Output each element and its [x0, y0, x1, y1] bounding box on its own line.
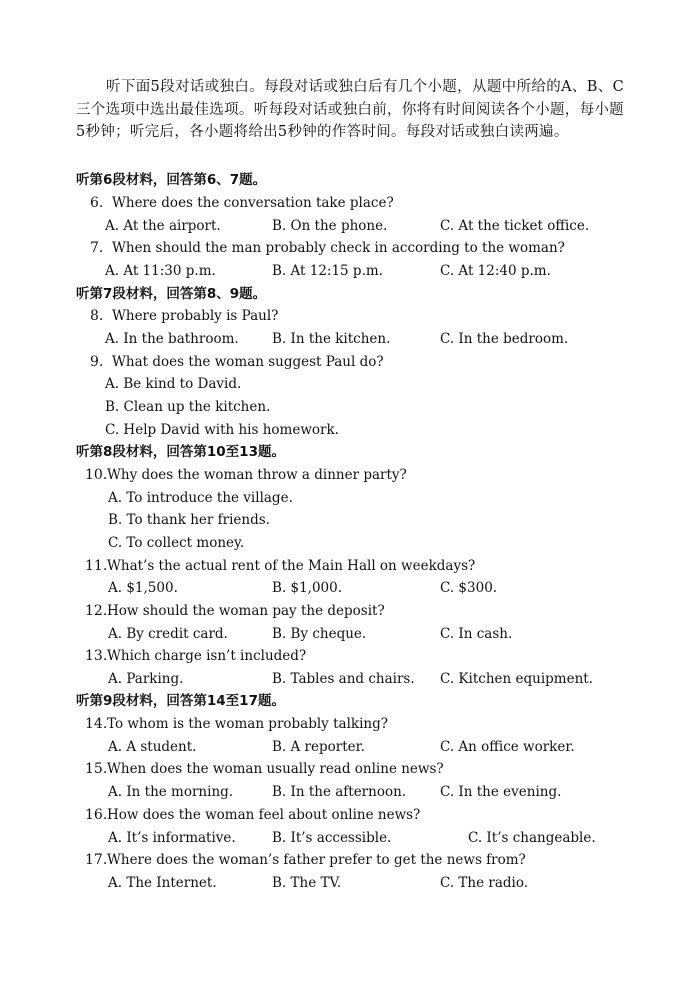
section-heading: 听第8段材料，回答第10至13题。: [76, 444, 285, 460]
option: C. The radio.: [440, 875, 529, 891]
option: B. A reporter.: [272, 739, 365, 755]
option: A. To introduce the village.: [108, 490, 293, 506]
option: B. By cheque.: [272, 626, 367, 642]
question-text: When should the man probably check in according to the woman?: [112, 240, 565, 256]
question-6: [90, 194, 394, 212]
option: A. Parking.: [108, 671, 184, 687]
question-11: [85, 557, 475, 575]
option: A. In the bathroom.: [105, 331, 239, 347]
question-number: 6.: [90, 195, 104, 211]
question-16: [85, 806, 420, 824]
section-heading: 听第7段材料，回答第8、9题。: [76, 286, 267, 302]
instructions-text: 听下面5段对话或独白。每段对话或独白后有几个小题，从题中所给的A、B、C三个选项中选出最佳选项。听每段对话或独白前，你将有时间阅读各个小题，每小题5秒钟；听完后，各小题将给出5秒钟的作答时间。每段对话或独白读两遍。: [76, 79, 624, 140]
question-text: Which charge isn’t included?: [107, 648, 307, 664]
question-number: 17.: [85, 852, 108, 868]
option: B. In the kitchen.: [272, 331, 391, 347]
option: A. The Internet.: [108, 875, 217, 891]
question-15: [85, 760, 444, 778]
option: A. $1,500.: [108, 580, 178, 596]
option: C. In the evening.: [440, 784, 562, 800]
option: B. On the phone.: [272, 218, 388, 234]
option: B. It’s accessible.: [272, 830, 392, 846]
option: B. Tables and chairs.: [272, 671, 415, 687]
option: A. At the airport.: [105, 218, 221, 234]
option: C. At 12:40 p.m.: [440, 263, 551, 279]
question-text: What does the woman suggest Paul do?: [112, 354, 384, 370]
option: C. Kitchen equipment.: [440, 671, 593, 687]
option: B. At 12:15 p.m.: [272, 263, 383, 279]
question-text: When does the woman usually read online news?: [107, 761, 444, 777]
question-text: To whom is the woman probably talking?: [107, 716, 388, 732]
option: A. At 11:30 p.m.: [105, 263, 216, 279]
option: C. Help David with his homework.: [105, 422, 339, 438]
question-number: 11.: [85, 558, 108, 574]
section-heading: 听第6段材料，回答第6、7题。: [76, 172, 267, 188]
question-number: 13.: [85, 648, 108, 664]
question-number: 8.: [90, 308, 104, 324]
option: B. The TV.: [272, 875, 342, 891]
question-number: 16.: [85, 807, 108, 823]
option: A. In the morning.: [108, 784, 234, 800]
question-text: Where does the woman’s father prefer to get the news from?: [107, 852, 526, 868]
option: B. In the afternoon.: [272, 784, 407, 800]
question-number: 12.: [85, 603, 108, 619]
question-text: Why does the woman throw a dinner party?: [107, 467, 407, 483]
question-12: [85, 602, 385, 620]
question-text: Where probably is Paul?: [112, 308, 279, 324]
question-number: 7.: [90, 240, 104, 256]
question-text: How should the woman pay the deposit?: [107, 603, 385, 619]
option: A. By credit card.: [108, 626, 228, 642]
question-text: What’s the actual rent of the Main Hall on weekdays?: [107, 558, 476, 574]
question-text: Where does the conversation take place?: [112, 195, 394, 211]
option: A. A student.: [108, 739, 197, 755]
option: C. At the ticket office.: [440, 218, 590, 234]
option: C. $300.: [440, 580, 498, 596]
option: A. Be kind to David.: [105, 376, 242, 392]
option: C. An office worker.: [440, 739, 575, 755]
option: B. Clean up the kitchen.: [105, 399, 271, 415]
option: B. $1,000.: [272, 580, 343, 596]
question-number: 14.: [85, 716, 108, 732]
question-number: 15.: [85, 761, 108, 777]
question-10: [85, 466, 407, 484]
question-9: [90, 353, 384, 371]
section-heading: 听第9段材料，回答第14至17题。: [76, 693, 285, 709]
question-17: [85, 851, 526, 869]
question-number: 9.: [90, 354, 104, 370]
question-14: [85, 715, 388, 733]
question-8: [90, 307, 278, 325]
option: C. It’s changeable.: [468, 830, 596, 846]
option: A. It’s informative.: [108, 830, 236, 846]
option: B. To thank her friends.: [108, 512, 270, 528]
question-number: 10.: [85, 467, 108, 483]
instructions: [76, 76, 624, 144]
question-13: [85, 647, 306, 665]
question-7: [90, 239, 565, 257]
option: C. To collect money.: [108, 535, 245, 551]
question-text: How does the woman feel about online news?: [107, 807, 421, 823]
option: C. In cash.: [440, 626, 513, 642]
option: C. In the bedroom.: [440, 331, 569, 347]
